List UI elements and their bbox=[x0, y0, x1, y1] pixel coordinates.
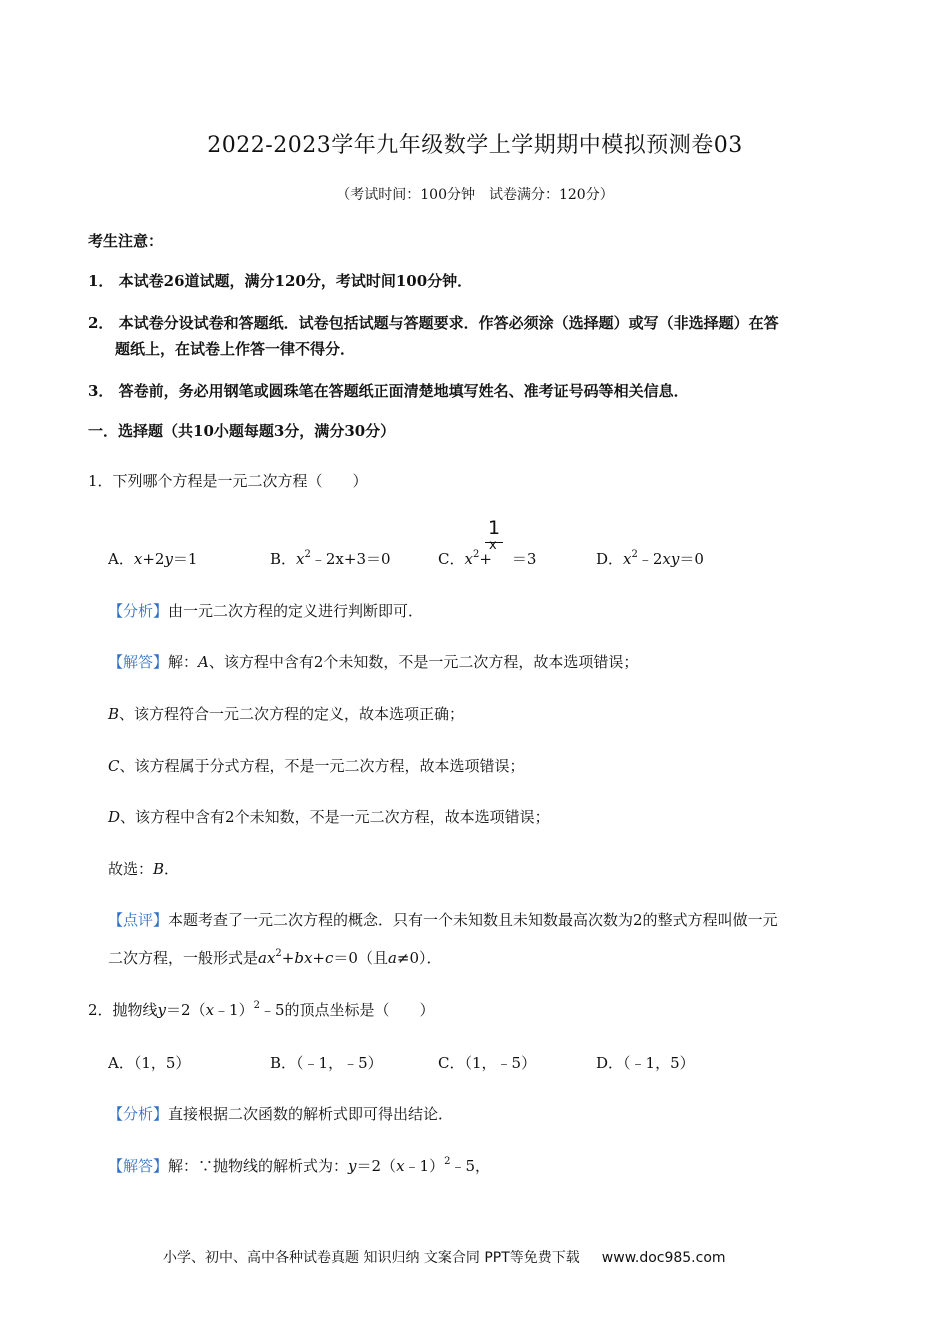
option-exponent: 2 bbox=[304, 549, 311, 560]
analysis-text: 由一元二次方程的定义进行判断即可． bbox=[168, 602, 424, 620]
answer-tag: 【解答】 bbox=[108, 1157, 169, 1175]
q1-option-d bbox=[596, 548, 704, 569]
choice-text: ． bbox=[164, 860, 180, 878]
comment-text: 二次方程，一般形式是 bbox=[108, 949, 259, 967]
comment-math: a bbox=[387, 949, 397, 967]
notice-item-3: 3． 答卷前，务必用钢笔或圆珠笔在答题纸正面清楚地填写姓名、准考证号码等相关信息． bbox=[88, 382, 689, 400]
page-title: 2022-2023学年九年级数学上学期期中模拟预测卷03 bbox=[207, 133, 743, 158]
exam-subtitle: （考试时间：100分钟 试卷满分：120分） bbox=[336, 187, 614, 203]
fraction-denominator: x bbox=[489, 538, 497, 553]
option-var: x bbox=[623, 550, 632, 568]
comment-tag: 【点评】 bbox=[108, 911, 169, 929]
answer-letter: D bbox=[108, 808, 121, 826]
q2-option-d: D．（﹣1，5） bbox=[596, 1054, 695, 1072]
notice-item-2: 2． 本试卷分设试卷和答题纸．试卷包括试题与答题要求．作答必须涂（选择题）或写（非选择题）在答 bbox=[88, 314, 779, 332]
option-text: +2 bbox=[142, 550, 165, 568]
comment-exponent: 2 bbox=[275, 948, 282, 959]
q1-option-a bbox=[108, 548, 197, 569]
stem-var: y bbox=[157, 1001, 167, 1019]
option-text: ﹣2x+3＝0 bbox=[310, 550, 391, 568]
q2-option-a: A．（1，5） bbox=[108, 1054, 191, 1072]
stem-text: 2．抛物线 bbox=[88, 1001, 158, 1019]
q2-option-b: B．（﹣1，﹣5） bbox=[270, 1054, 383, 1072]
answer-text: 、该方程中含有2个未知数，不是一元二次方程，故本选项错误； bbox=[120, 808, 550, 826]
answer-text: 、该方程中含有2个未知数，不是一元二次方程，故本选项错误； bbox=[208, 653, 639, 671]
option-text: + bbox=[479, 550, 492, 568]
answer-var: x bbox=[396, 1157, 405, 1175]
choice-text: 故选： bbox=[108, 860, 154, 878]
comment-text: ≠0）． bbox=[396, 949, 442, 967]
q1-answer-b bbox=[108, 703, 464, 724]
stem-exponent: 2 bbox=[253, 1000, 260, 1011]
q2-option-c: C．（1，﹣5） bbox=[438, 1054, 537, 1072]
option-label: A． bbox=[108, 550, 134, 568]
stem-text: ＝2（ bbox=[166, 1001, 206, 1019]
q1-option-c bbox=[438, 548, 536, 569]
option-var: xy bbox=[662, 550, 680, 568]
footer-text: 小学、初中、高中各种试卷真题 知识归纳 文案合同 PPT等免费下载 bbox=[163, 1250, 580, 1266]
comment-math: +bx+c bbox=[281, 949, 334, 967]
option-label: D． bbox=[596, 550, 624, 568]
stem-text: ﹣5的顶点坐标是（ ） bbox=[259, 1001, 435, 1019]
q2-analysis bbox=[108, 1103, 453, 1124]
q1-comment bbox=[108, 909, 778, 930]
answer-text: 解： bbox=[168, 653, 199, 671]
answer-letter: C bbox=[108, 757, 120, 775]
option-text: ＝3 bbox=[511, 550, 537, 568]
answer-letter: B bbox=[108, 705, 120, 723]
option-text: ＝1 bbox=[172, 550, 198, 568]
q2-answer bbox=[108, 1155, 490, 1176]
question-1-stem: 1．下列哪个方程是一元二次方程（ ） bbox=[88, 472, 368, 490]
answer-var: y bbox=[348, 1157, 357, 1175]
analysis-tag: 【分析】 bbox=[108, 1105, 169, 1123]
fraction-numerator: 1 bbox=[488, 517, 501, 539]
answer-exponent: 2 bbox=[444, 1156, 451, 1167]
answer-letter: A bbox=[198, 653, 209, 671]
option-text: ﹣2 bbox=[637, 550, 663, 568]
option-label: B． bbox=[270, 550, 297, 568]
option-exponent: 2 bbox=[631, 549, 638, 560]
footer bbox=[163, 1247, 726, 1267]
answer-tag: 【解答】 bbox=[108, 653, 169, 671]
answer-text: 、该方程属于分式方程，不是一元二次方程，故本选项错误； bbox=[119, 757, 525, 775]
section-heading: 一．选择题（共10小题每题3分，满分30分） bbox=[88, 422, 396, 440]
answer-text: ＝2（ bbox=[356, 1157, 397, 1175]
q1-analysis bbox=[108, 600, 423, 621]
option-text: ＝0 bbox=[679, 550, 704, 568]
analysis-text: 直接根据二次函数的解析式即可得出结论． bbox=[168, 1105, 454, 1123]
q1-option-b bbox=[270, 548, 391, 569]
q1-answer-c bbox=[108, 755, 525, 776]
option-var: y bbox=[164, 550, 173, 568]
question-2-stem bbox=[88, 999, 435, 1020]
q1-comment-cont bbox=[108, 947, 442, 968]
notice-heading: 考生注意： bbox=[88, 232, 164, 250]
answer-text: ﹣1） bbox=[404, 1157, 445, 1175]
answer-text: ﹣5， bbox=[450, 1157, 490, 1175]
option-var: x bbox=[133, 550, 143, 568]
option-var: x bbox=[464, 550, 473, 568]
comment-text: ＝0（且 bbox=[333, 949, 388, 967]
answer-text: 、该方程符合一元二次方程的定义，故本选项正确； bbox=[119, 705, 465, 723]
q1-answer bbox=[108, 651, 638, 672]
option-exponent: 2 bbox=[472, 549, 480, 560]
choice-letter: B bbox=[153, 860, 165, 878]
stem-text: ﹣1） bbox=[214, 1001, 254, 1019]
answer-text: 解：∵抛物线的解析式为： bbox=[168, 1157, 349, 1175]
comment-math: ax bbox=[258, 949, 276, 967]
notice-item-1: 1． 本试卷26道试题，满分120分，考试时间100分钟． bbox=[88, 272, 473, 290]
q1-choice bbox=[108, 858, 179, 879]
stem-var: x bbox=[205, 1001, 215, 1019]
option-var: x bbox=[296, 550, 305, 568]
option-label: C． bbox=[438, 550, 465, 568]
comment-text: 本题考查了一元二次方程的概念．只有一个未知数且未知数最高次数为2的整式方程叫做一元 bbox=[168, 911, 778, 929]
analysis-tag: 【分析】 bbox=[108, 602, 169, 620]
q1-answer-d bbox=[108, 806, 550, 827]
footer-link[interactable]: www.doc985.com bbox=[601, 1250, 726, 1266]
notice-item-2-cont: 题纸上，在试卷上作答一律不得分． bbox=[115, 340, 356, 358]
